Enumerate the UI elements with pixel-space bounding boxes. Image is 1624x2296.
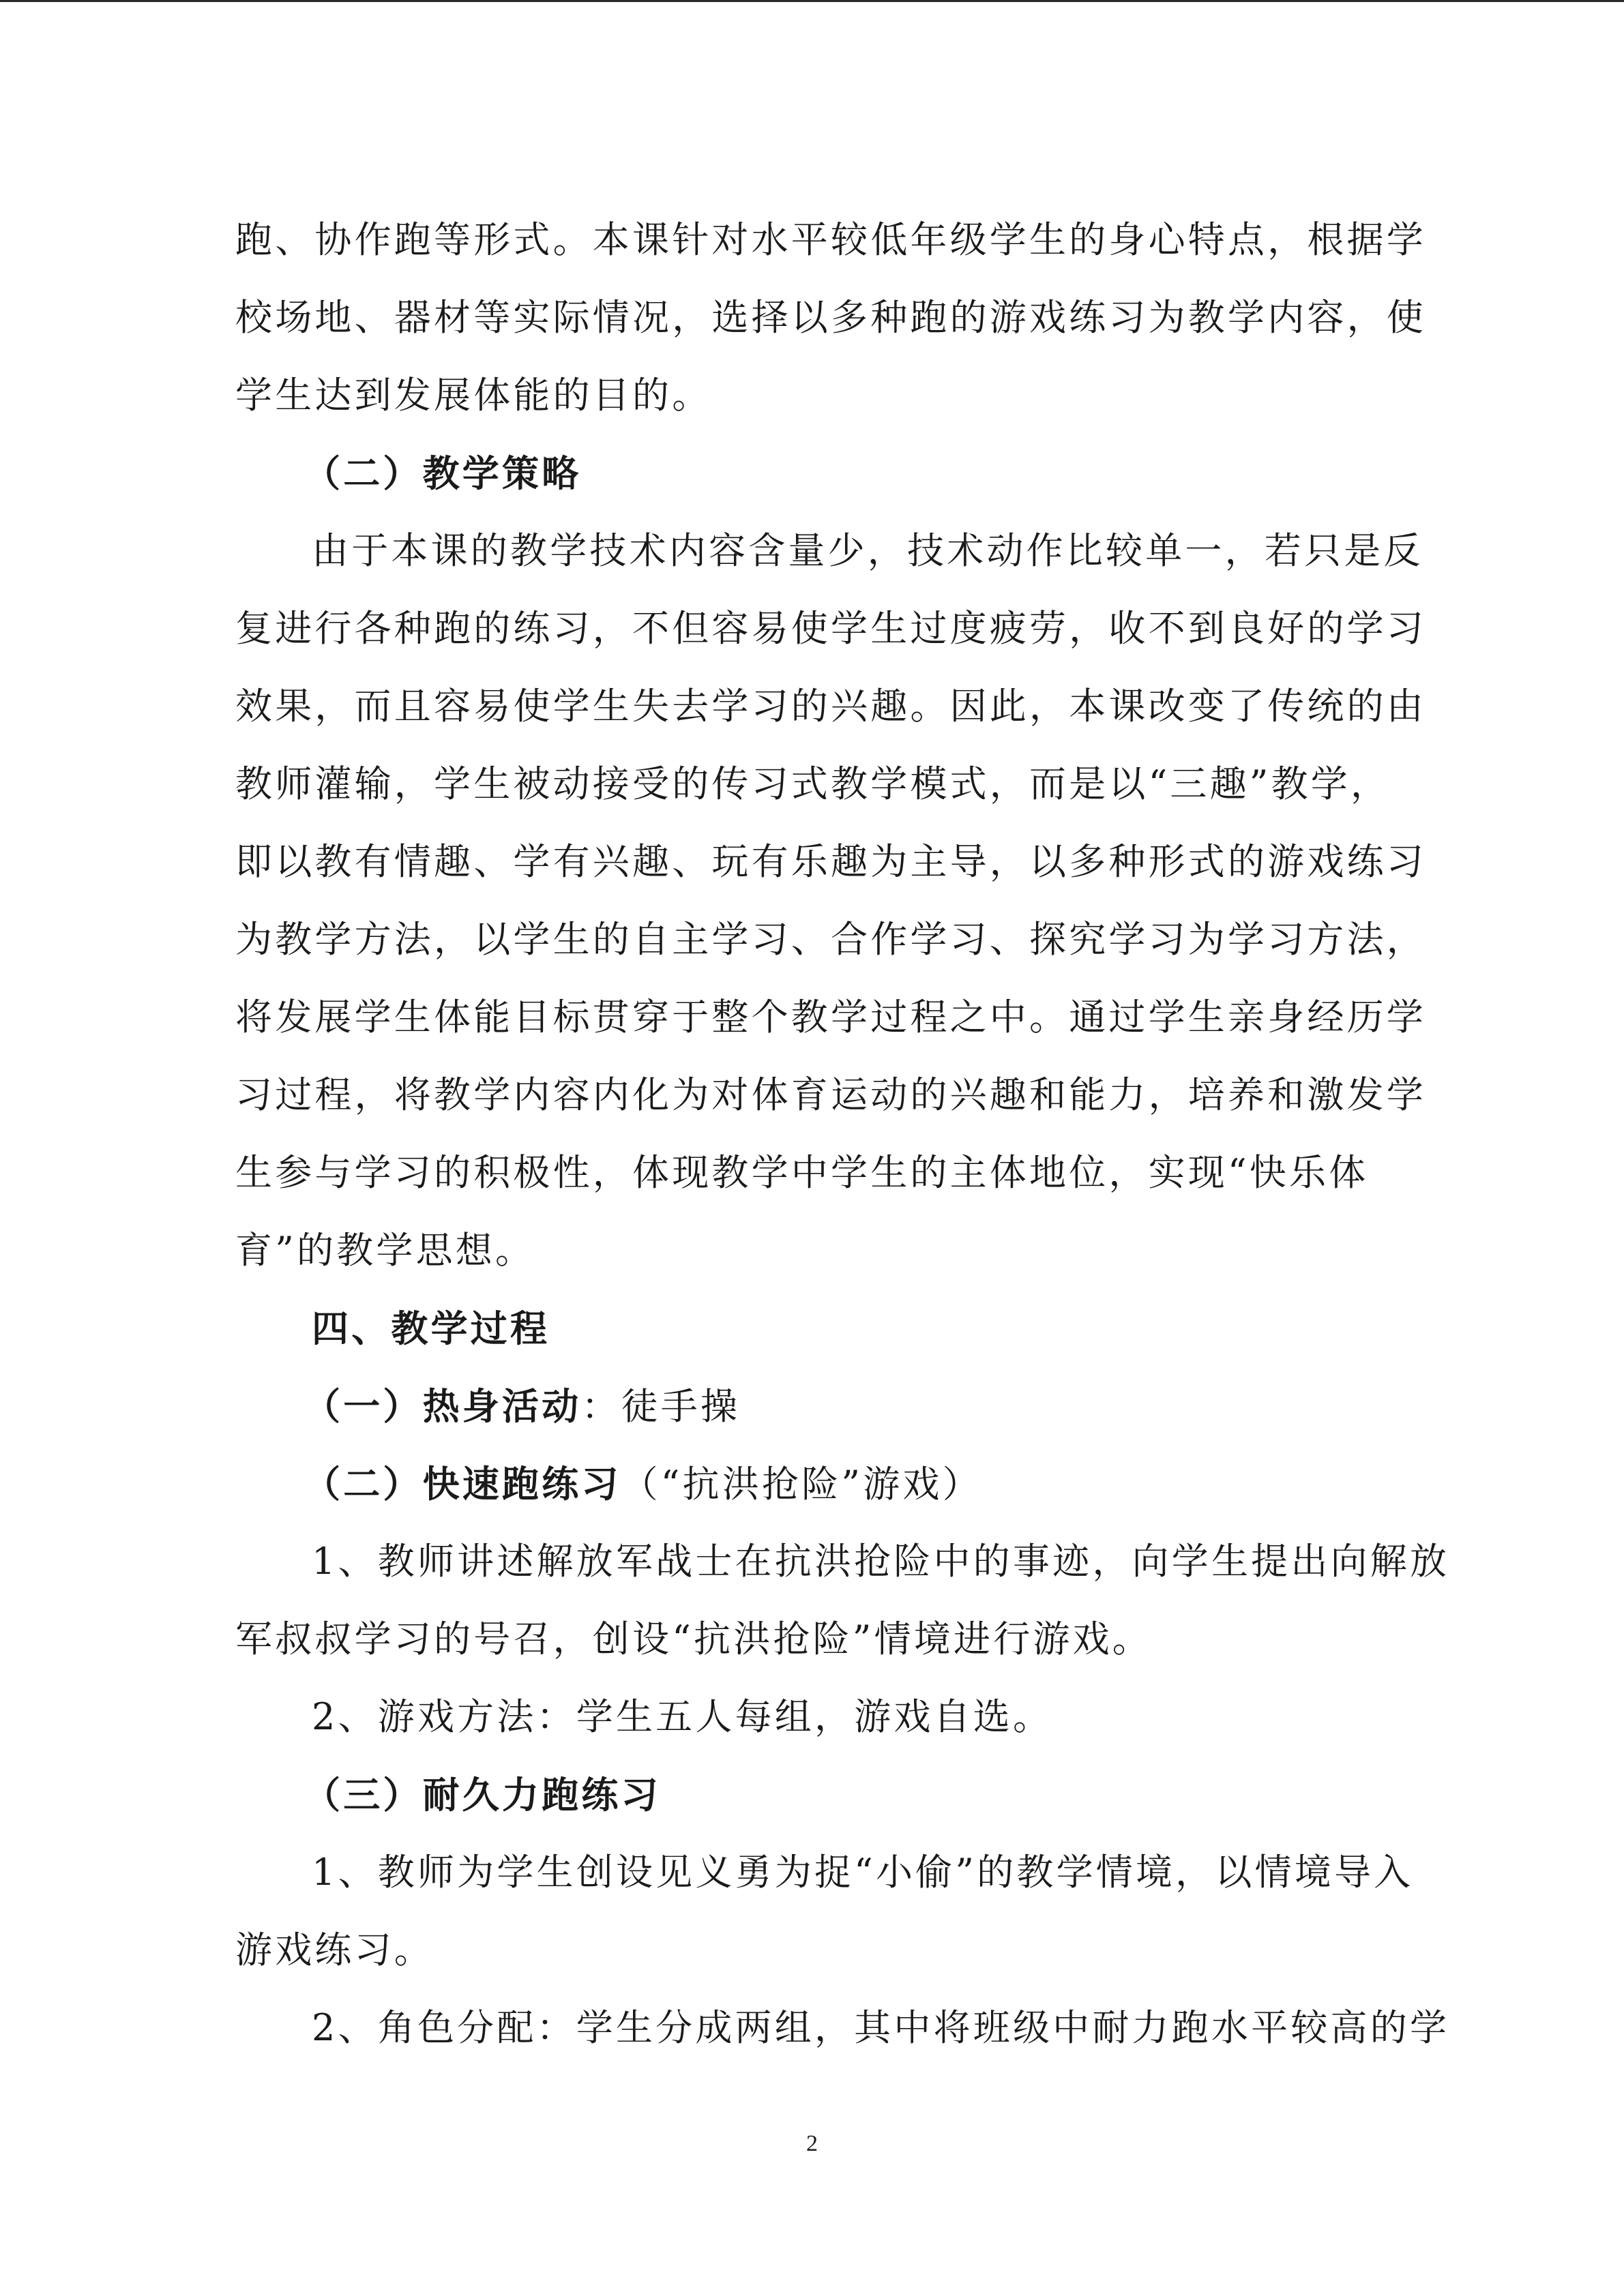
body-line: 学生达到发展体能的目的。	[235, 374, 712, 417]
body-line: 即以教有情趣、学有兴趣、玩有乐趣为主导，以多种形式的游戏练习	[235, 840, 1426, 883]
body-line: 将发展学生体能目标贯穿于整个教学过程之中。通过学生亲身经历学	[235, 996, 1426, 1039]
body-line: 生参与学习的积极性，体现教学中学生的主体地位，实现“快乐体	[235, 1151, 1369, 1194]
body-line: 1、教师讲述解放军战士在抗洪抢险中的事迹，向学生提出向解放	[312, 1540, 1450, 1583]
body-line: 1、教师为学生创设见义勇为捉“小偷”的教学情境，以情境导入	[312, 1851, 1414, 1894]
warmup-text: ：徒手操	[581, 1385, 741, 1428]
body-line: 教师灌输，学生被动接受的传习式教学模式，而是以“三趣”教学，	[235, 762, 1391, 805]
body-line: 校场地、器材等实际情况，选择以多种跑的游戏练习为教学内容，使	[235, 296, 1426, 339]
section-heading-strategy: （二）教学策略	[304, 451, 582, 495]
fast-run-heading: （二）快速跑练习	[304, 1462, 621, 1506]
body-line: 跑、协作跑等形式。本课针对水平较低年级学生的身心特点，根据学	[235, 218, 1426, 261]
body-line: 复进行各种跑的练习，不但容易使学生过度疲劳，收不到良好的学习	[235, 607, 1426, 650]
warmup-heading: （一）热身活动	[304, 1384, 582, 1428]
warmup-line	[235, 1367, 1395, 1445]
top-border	[0, 0, 1624, 2]
body-line: 游戏练习。	[235, 1928, 434, 1971]
body-line: 2、角色分配：学生分成两组，其中将班级中耐力跑水平较高的学	[312, 2006, 1450, 2049]
body-line: 2、游戏方法：学生五人每组，游戏自选。	[312, 1695, 1053, 1738]
body-line: 育”的教学思想。	[235, 1229, 535, 1272]
endurance-heading: （三）耐久力跑练习	[304, 1773, 661, 1817]
body-line: 效果，而且容易使学生失去学习的兴趣。因此，本课改变了传统的由	[235, 685, 1426, 728]
fast-run-subtitle: （“抗洪抢险”游戏）	[621, 1463, 982, 1506]
section-heading-process: 四、教学过程	[312, 1307, 550, 1350]
body-line: 为教学方法，以学生的自主学习、合作学习、探究学习为学习方法，	[235, 918, 1426, 961]
document-body	[235, 201, 1450, 2067]
body-line: 由于本课的教学技术内容含量少，技术动作比较单一，若只是反	[312, 529, 1423, 572]
fast-run-line	[235, 1445, 1395, 1523]
body-line: 习过程，将教学内容内化为对体育运动的兴趣和能力，培养和激发学	[235, 1073, 1426, 1116]
body-line: 军叔叔学习的号召，创设“抗洪抢险”情境进行游戏。	[235, 1617, 1153, 1660]
page-number: 2	[806, 2131, 818, 2156]
